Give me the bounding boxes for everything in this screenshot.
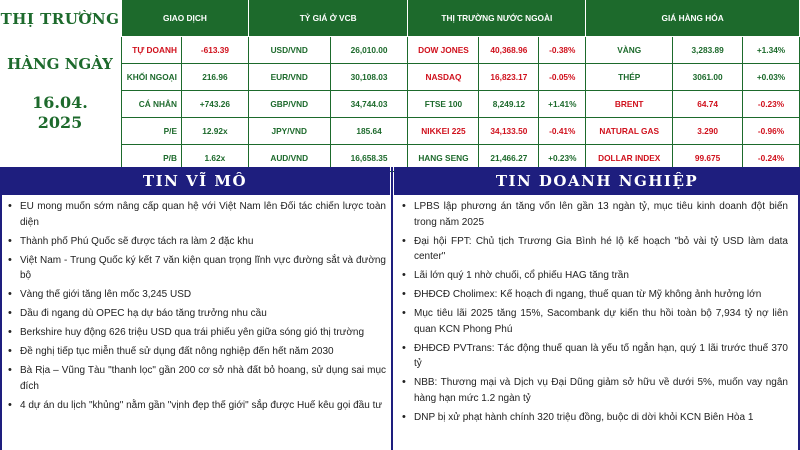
header-ty-gia: TỶ GIÁ Ở VCB	[248, 0, 408, 37]
fx-label: EUR/VND	[248, 64, 330, 91]
list-item: • Bà Rịa – Vũng Tàu "thanh lọc" gần 200 cơ sở nhà đất bỏ hoang, sử dụng sai mục đích	[6, 363, 386, 394]
gd-label: P/B	[122, 145, 182, 172]
list-item: • ĐHĐCĐ Cholimex: Kế hoạch đi ngang, thuế quan từ Mỹ không ảnh hưởng lớn	[400, 287, 788, 303]
cm-change: +1.34%	[743, 37, 800, 64]
header-thi-truong: THỊ TRƯỜNG NƯỚC NGOÀI	[408, 0, 586, 37]
fx-value: 16,658.35	[330, 145, 408, 172]
cm-label: BRENT	[586, 91, 673, 118]
list-item: • LPBS lập phương án tăng vốn lên gần 13 ngàn tỷ, mục tiêu kinh doanh đột biến trong năm 2025	[400, 199, 788, 230]
corporate-news-list	[400, 199, 788, 429]
fx-label: AUD/VND	[248, 145, 330, 172]
cm-label: NATURAL GAS	[586, 118, 673, 145]
gd-label: P/E	[122, 118, 182, 145]
idx-label: DOW JONES	[408, 37, 479, 64]
list-item: • Đề nghị tiếp tục miễn thuế sử dụng đất nông nghiệp đến hết năm 2030	[6, 344, 386, 360]
fx-value: 26,010.00	[330, 37, 408, 64]
list-item: • EU mong muốn sớm nâng cấp quan hệ với Việt Nam lên Đối tác chiến lược toàn diện	[6, 199, 386, 230]
cm-value: 99.675	[673, 145, 743, 172]
list-item: • Đại hội FPT: Chủ tịch Trương Gia Bình hé lộ kế hoạch "bỏ vài tỷ USD làm data center"	[400, 234, 788, 265]
cm-value: 64.74	[673, 91, 743, 118]
fx-label: JPY/VND	[248, 118, 330, 145]
list-item: • ĐHĐCĐ PVTrans: Tác động thuế quan là yếu tố ngắn hạn, quý 1 lãi trước thuế 370 tỷ	[400, 341, 788, 372]
cm-change: -0.24%	[743, 145, 800, 172]
idx-value: 8,249.12	[479, 91, 539, 118]
panel-border-left	[0, 167, 2, 450]
cm-change: +0.03%	[743, 64, 800, 91]
idx-value: 34,133.50	[479, 118, 539, 145]
gd-value: -613.39	[181, 37, 248, 64]
header-giao-dich: GIAO DỊCH	[122, 0, 249, 37]
idx-value: 16,823.17	[479, 64, 539, 91]
list-item: • Berkshire huy động 626 triệu USD qua trái phiếu yên giữa sóng gió thị trường	[6, 325, 386, 341]
idx-label: HANG SENG	[408, 145, 479, 172]
list-item: • Thành phố Phú Quốc sẽ được tách ra làm 2 đặc khu	[6, 234, 386, 250]
gd-value: 12.92x	[181, 118, 248, 145]
idx-value: 21,466.27	[479, 145, 539, 172]
idx-label: NIKKEI 225	[408, 118, 479, 145]
gd-value: 216.96	[181, 64, 248, 91]
idx-change: -0.38%	[539, 37, 586, 64]
table-row	[122, 37, 800, 64]
gd-label: CÁ NHÂN	[122, 91, 182, 118]
idx-change: +0.23%	[539, 145, 586, 172]
table-header-row	[122, 0, 800, 37]
gd-label: KHỐI NGOẠI	[122, 64, 182, 91]
list-item: • NBB: Thương mại và Dịch vụ Đại Dũng giảm sở hữu về dưới 5%, muốn vay ngân hàng hạn mức 1.2 ngàn tỷ	[400, 375, 788, 406]
brand-year: 2025	[37, 113, 83, 132]
list-item: • Dầu đi ngang dù OPEC hạ dự báo tăng trưởng nhu cầu	[6, 306, 386, 322]
table-row	[122, 64, 800, 91]
cm-label: DOLLAR INDEX	[586, 145, 673, 172]
idx-label: NASDAQ	[408, 64, 479, 91]
list-item: • Lãi lớn quý 1 nhờ chuối, cổ phiếu HAG tăng trần	[400, 268, 788, 284]
list-item: • DNP bị xử phạt hành chính 320 triệu đồng, buộc di dời khỏi KCN Biên Hòa 1	[400, 410, 788, 426]
list-item: • Vàng thế giới tăng lên mốc 3,245 USD	[6, 287, 386, 303]
idx-change: +1.41%	[539, 91, 586, 118]
idx-change: -0.41%	[539, 118, 586, 145]
table-row	[122, 118, 800, 145]
gd-label: TỰ DOANH	[122, 37, 182, 64]
cm-value: 3061.00	[673, 64, 743, 91]
corporate-news-title: TIN DOANH NGHIỆP	[394, 167, 800, 195]
fx-label: GBP/VND	[248, 91, 330, 118]
idx-label: FTSE 100	[408, 91, 479, 118]
fx-value: 34,744.03	[330, 91, 408, 118]
fx-value: 185.64	[330, 118, 408, 145]
cm-label: VÀNG	[586, 37, 673, 64]
macro-news-list	[6, 199, 386, 417]
cm-label: THÉP	[586, 64, 673, 91]
idx-value: 40,368.96	[479, 37, 539, 64]
brand-title-line1: THỊ TRƯỜNG	[0, 10, 120, 28]
brand-block	[0, 0, 120, 164]
list-item: • 4 dự án du lịch "khủng" nằm gần "vịnh đẹp thế giới" sắp được Huế kêu gọi đầu tư	[6, 398, 386, 414]
gd-value: +743.26	[181, 91, 248, 118]
panel-divider	[391, 167, 393, 450]
brand-title-line2: HÀNG NGÀY	[7, 55, 113, 73]
cm-change: -0.23%	[743, 91, 800, 118]
cm-change: -0.96%	[743, 118, 800, 145]
market-table	[121, 0, 800, 172]
list-item: • Mục tiêu lãi 2025 tăng 15%, Sacombank dự kiến thu hồi toàn bộ 7,934 tỷ nợ liên quan KCN Phong Phú	[400, 306, 788, 337]
idx-change: -0.05%	[539, 64, 586, 91]
cm-value: 3.290	[673, 118, 743, 145]
header-hang-hoa: GIÁ HÀNG HÓA	[586, 0, 800, 37]
macro-news-title: TIN VĨ MÔ	[0, 167, 390, 195]
brand-date: 16.04.	[32, 93, 88, 112]
cm-value: 3,283.89	[673, 37, 743, 64]
list-item: • Việt Nam - Trung Quốc ký kết 7 văn kiện quan trọng lĩnh vực đường sắt và đường bộ	[6, 253, 386, 284]
fx-value: 30,108.03	[330, 64, 408, 91]
fx-label: USD/VND	[248, 37, 330, 64]
table-row	[122, 91, 800, 118]
gd-value: 1.62x	[181, 145, 248, 172]
